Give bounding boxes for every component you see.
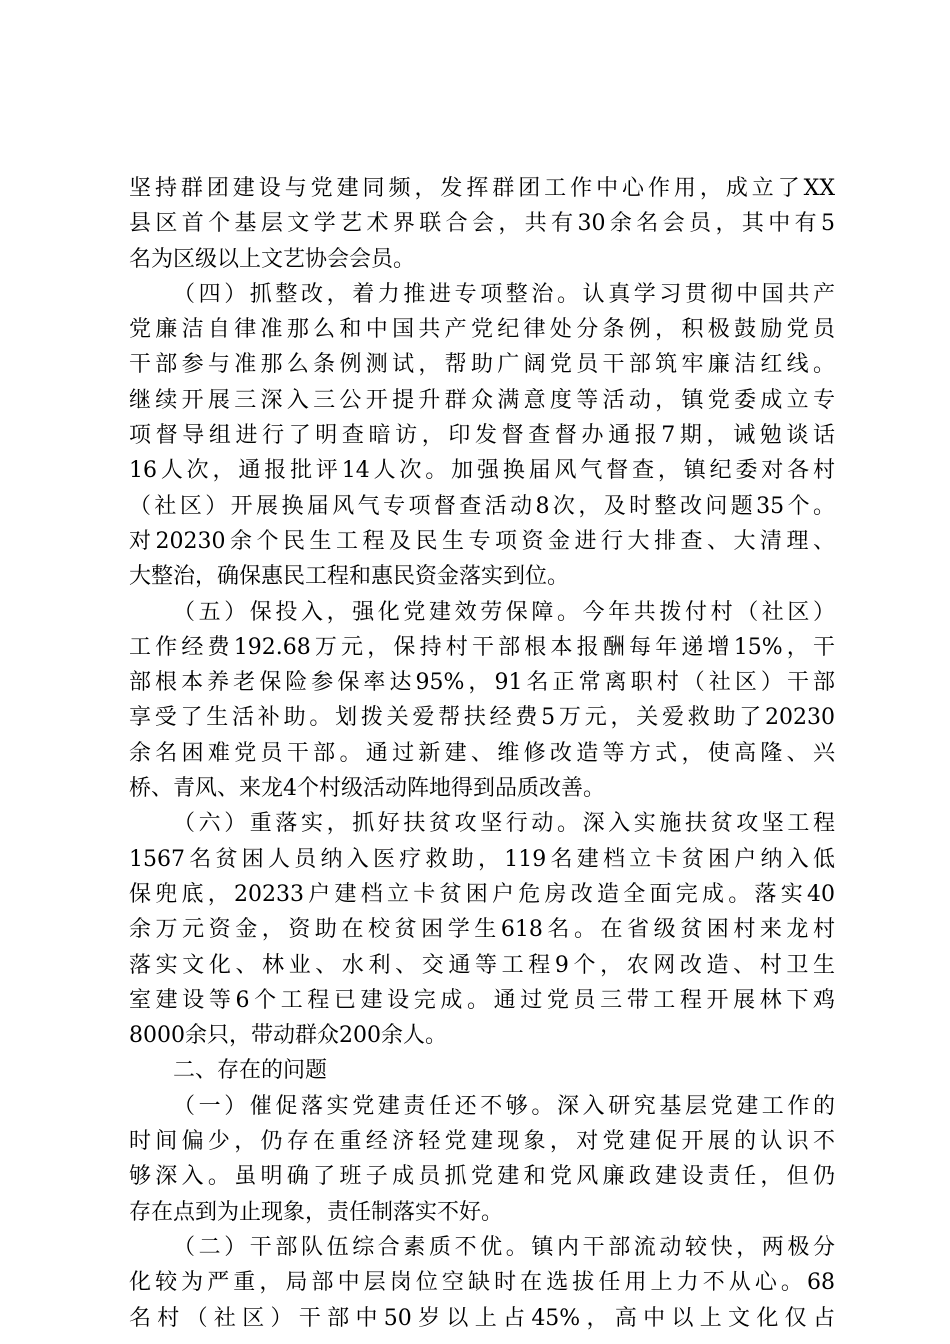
text-line: 工作经费192.68万元，保持村干部根本报酬每年递增15%，干 (129, 634, 835, 660)
text-line: 够深入。虽明确了班子成员抓党建和党风廉政建设责任，但仍 (129, 1164, 835, 1190)
text-line: （四）抓整改，着力推进专项整治。认真学习贯彻中国共产 (173, 281, 835, 307)
text-line: 二、存在的问题 (173, 1058, 328, 1084)
text-line: 1567名贫困人员纳入医疗救助，119名建档立卡贫困户纳入低 (129, 846, 835, 872)
text-line: 化较为严重，局部中层岗位空缺时在选拔任用上力不从心。68 (129, 1270, 835, 1296)
text-line: （六）重落实，抓好扶贫攻坚行动。深入实施扶贫攻坚工程 (173, 811, 835, 837)
text-line: 党廉洁自律准那么和中国共产党纪律处分条例，积极鼓励党员 (129, 317, 835, 343)
text-line: 干部参与准那么条例测试，帮助广阔党员干部筑牢廉洁红线。 (129, 352, 835, 378)
text-line: 名为区级以上文艺协会会员。 (129, 246, 416, 272)
text-line: 项督导组进行了明查暗访，印发督查督办通报7期，诫勉谈话 (129, 423, 835, 449)
text-line: 16人次，通报批评14人次。加强换届风气督查，镇纪委对各村 (129, 458, 835, 484)
document-body (129, 171, 835, 1336)
text-line: 名村（社区）干部中50岁以上占45%，高中以上文化仅占 (129, 1305, 835, 1331)
text-line: 大整治，确保惠民工程和惠民资金落实到位。 (129, 564, 570, 590)
text-line: （社区）开展换届风气专项督查活动8次，及时整改问题35个。 (129, 493, 835, 519)
text-line: 8000余只，带动群众200余人。 (129, 1023, 447, 1049)
text-line: （五）保投入，强化党建效劳保障。今年共拨付村（社区） (173, 599, 835, 625)
text-line: 对20230余个民生工程及民生专项资金进行大排查、大清理、 (129, 528, 835, 554)
text-line: 桥、青风、来龙4个村级活动阵地得到品质改善。 (129, 776, 605, 802)
text-line: 室建设等6个工程已建设完成。通过党员三带工程开展林下鸡 (129, 987, 835, 1013)
text-line: 存在点到为止现象，责任制落实不好。 (129, 1199, 504, 1225)
text-line: 部根本养老保险参保率达95%，91名正常离职村（社区）干部 (129, 670, 835, 696)
text-line: 落实文化、林业、水利、交通等工程9个，农网改造、村卫生 (129, 952, 835, 978)
text-line: 享受了生活补助。划拨关爱帮扶经费5万元，关爱救助了20230 (129, 705, 835, 731)
text-line: （一）催促落实党建责任还不够。深入研究基层党建工作的 (173, 1093, 835, 1119)
text-line: 县区首个基层文学艺术界联合会，共有30余名会员，其中有5 (129, 211, 835, 237)
text-line: 余万元资金，资助在校贫困学生618名。在省级贫困村来龙村 (129, 917, 835, 943)
text-line: （二）干部队伍综合素质不优。镇内干部流动较快，两极分 (173, 1234, 835, 1260)
text-line: 坚持群团建设与党建同频，发挥群团工作中心作用，成立了XX (129, 176, 835, 201)
text-line: 时间偏少，仍存在重经济轻党建现象，对党建促开展的认识不 (129, 1129, 835, 1155)
text-line: 保兜底，20233户建档立卡贫困户危房改造全面完成。落实40 (129, 881, 835, 907)
text-line: 余名困难党员干部。通过新建、维修改造等方式，使高隆、兴 (129, 740, 835, 766)
text-line: 继续开展三深入三公开提升群众满意度等活动，镇党委成立专 (129, 387, 835, 413)
